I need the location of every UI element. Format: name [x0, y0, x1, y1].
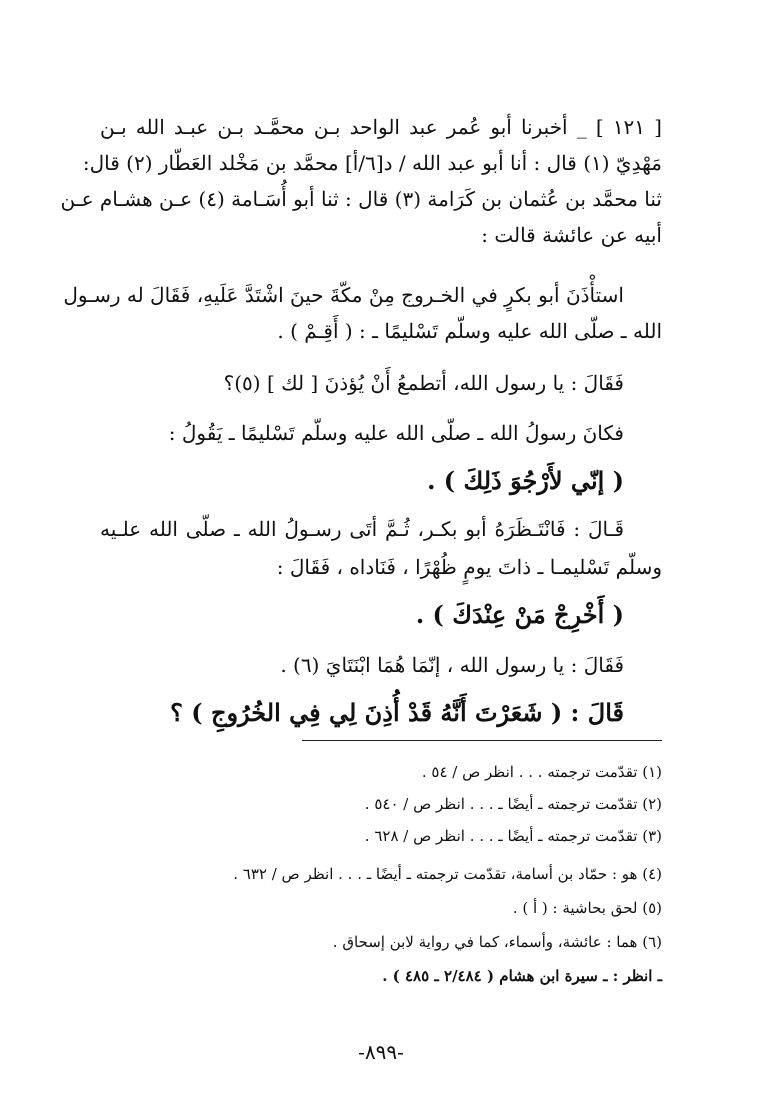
footnote-6: (٦) هما : عائشة، وأسماء، كما في رواية لابن إسحاق . — [332, 933, 662, 951]
prophet-quote-1: ( إنّي لأَرْجُوَ ذَلِكَ ) . — [427, 466, 624, 495]
page-number: -٨٩٩- — [358, 1040, 404, 1064]
prophet-quote-3: قَالَ : ( شَعَرْتَ أَنَّهُ قَدْ أُذِنَ لِي فِي الخُرُوجِ ) ؟ — [170, 698, 624, 727]
hadith-text-line-5: قَـالَ : فَانْتَـظَرَهُ أبو بكـر، ثُـمَّ أتَى رسـولُ الله ـ صلّى الله علـيه — [100, 517, 624, 541]
footnote-5: (٥) لحق بحاشية : ( أ ) . — [512, 899, 662, 917]
hadith-text-line-7: فَقَالَ : يا رسول الله ، إنّمَا هُمَا ابْنَتَايَ (٦) . — [280, 653, 624, 677]
footnote-2: (٢) تقدّمت ترجمته ـ أيضًا ـ . . . انظر ص / ٥٤٠ . — [364, 795, 662, 813]
footnote-4: (٤) هو : حمّاد بن أسامة، تقدّمت ترجمته ـ أيضًا ـ . . . انظر ص / ٦٣٢ . — [233, 865, 662, 883]
footnote-1: (١) تقدّمت ترجمته . . . انظر ص / ٥٤ . — [421, 763, 662, 781]
prophet-quote-2: ( أَخْرِجْ مَنْ عِنْدَكَ ) . — [415, 600, 624, 629]
footnote-3: (٣) تقدّمت ترجمته ـ أيضًا ـ . . . انظر ص / ٦٢٨ . — [364, 827, 662, 845]
hadith-isnad-line-1: [ ١٢١ ] _ أخبرنا أبو عُمر عبد الواحد بـن محمَّـد بـن عبـد الله بـن — [100, 115, 662, 139]
hadith-text-line-6: وسلّم تَسْليمـا ـ ذاتَ يومٍ ظُهْرًا ، فَنَاداه ، فَقَالَ : — [276, 555, 662, 579]
footnote-6-reference: ـ انظر : ـ سيرة ابن هشام ( ٢/٤٨٤ ـ ٤٨٥ ) . — [382, 967, 662, 985]
hadith-isnad-line-4: أبيه عن عائشة قالت : — [481, 223, 662, 247]
footnote-divider — [302, 740, 662, 741]
hadith-text-line-4: فكانَ رسولُ الله ـ صلّى الله عليه وسلّم تَسْليمًا ـ يَقُولُ : — [168, 421, 624, 445]
hadith-text-line-3: فَقَالَ : يا رسول الله، أتطمعُ أَنْ يُؤذنَ [ لك ] (٥)؟ — [223, 371, 624, 395]
hadith-text-line-1: استأْذَنَ أبو بكرٍ في الخـروج مِنْ مكّةَ حينَ اشْتَدَّ عَلَيهِ، فَقَالَ له رسـول — [63, 283, 624, 307]
hadith-text-line-2: الله ـ صلّى الله عليه وسلّم تَسْليمًا ـ : ( أَقِـمْ ) . — [277, 319, 662, 343]
hadith-isnad-line-2: مَهْدِيّ (١) قال : أنا أبو عبد الله / د[٦/أ] محمَّد بن مَخْلد العَطّار (٢) قال: — [82, 151, 662, 175]
hadith-isnad-line-3: ثنا محمَّد بن عُثمان بن كَرَامة (٣) قال : ثنا أبو أُسَـامة (٤) عـن هشـام عـن — [60, 187, 662, 211]
